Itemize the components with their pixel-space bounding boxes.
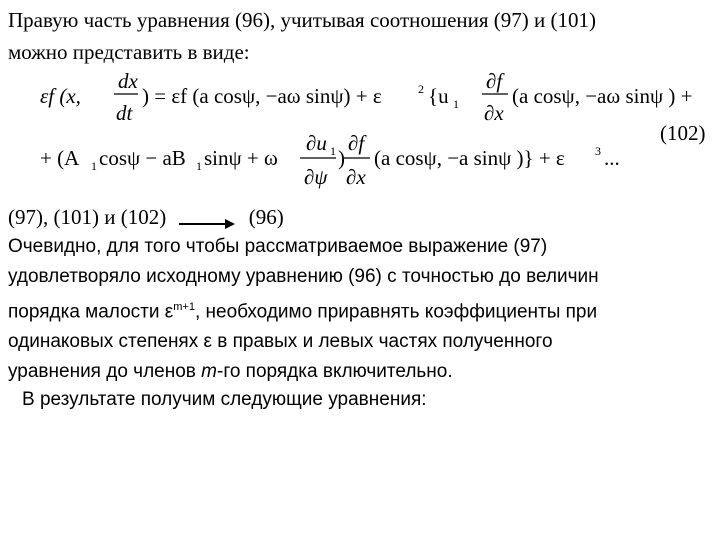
equation-row-1: [40, 70, 692, 125]
eq-r2-t3: 1: [196, 159, 202, 173]
order-variable: m: [201, 361, 217, 383]
eq-r1-t1: dx: [118, 70, 138, 93]
paragraph-line-3-start: порядка малости ε: [8, 301, 174, 323]
eq-r2-t8: ): [338, 146, 345, 170]
eq-r2-t10: ∂x: [346, 165, 366, 189]
eq-r1-t4: 2: [418, 82, 424, 96]
reference-right: (96): [248, 205, 284, 229]
eq-r1-t3: ) = εf (a cosψ, −aω sinψ) + ε: [142, 84, 382, 108]
paragraph-line-5: [8, 357, 599, 387]
eq-r2-t13: ...: [604, 146, 620, 170]
reference-line: [8, 205, 284, 229]
eq-r2-t1: 1: [91, 159, 97, 173]
eq-r2-t6: 1: [330, 144, 336, 158]
paragraph-line-3: [8, 292, 599, 327]
paragraph-line-3-end: , необходимо приравнять коэффициенты при: [194, 301, 598, 323]
eq-r2-t11: (a cosψ, −a sinψ )} + ε: [374, 146, 565, 170]
result-line: В результате получим следующие уравнения:: [22, 389, 427, 410]
equation-row-2: [40, 131, 620, 189]
eq-r1-t8: ∂x: [484, 101, 504, 125]
exponent: m+1: [173, 301, 195, 313]
eq-r1-t5: {u: [428, 84, 449, 108]
equation-102: [0, 70, 720, 210]
intro-line-2: можно представить в виде:: [8, 40, 250, 64]
paragraph-line-1: Очевидно, для того чтобы рассматриваемое выражение (97): [8, 236, 548, 257]
eq-r2-t5: ∂u: [306, 131, 327, 155]
paragraph-line-4: одинаковых степенях ε в правых и левых частях полученного: [8, 331, 553, 353]
paragraph: [8, 232, 599, 387]
paragraph-line-2: удовлетворяло исходному уравнению (96) с точностью до величин: [8, 266, 599, 287]
paragraph-line-5-start: уравнения до членов: [8, 361, 202, 383]
eq-r1-t6: 1: [453, 97, 459, 111]
eq-r2-t4: sinψ + ω: [204, 146, 278, 170]
eq-r2-t0: + (A: [40, 146, 80, 170]
reference-left: (97), (101) и (102): [8, 205, 167, 229]
eq-r2-t9: ∂f: [348, 131, 365, 155]
intro-line-1: Правую часть уравнения (96), учитывая соотношения (97) и (101): [8, 8, 596, 32]
paragraph-line-5-end: -го порядка включительно.: [217, 361, 453, 383]
right-arrow-icon: [179, 212, 235, 226]
eq-r1-t9: (a cosψ, −aω sinψ ) +: [512, 84, 693, 108]
eq-r2-t7: ∂ψ: [304, 165, 328, 189]
eq-r1-t2: dt: [116, 101, 133, 125]
eq-r2-t2: cosψ − aB: [99, 146, 186, 170]
eq-r1-t7: ∂f: [486, 70, 503, 93]
eq-r2-t12: 3: [595, 144, 601, 158]
equation-number: (102): [660, 121, 706, 145]
eq-r1-t0: εf (x,: [40, 84, 81, 108]
